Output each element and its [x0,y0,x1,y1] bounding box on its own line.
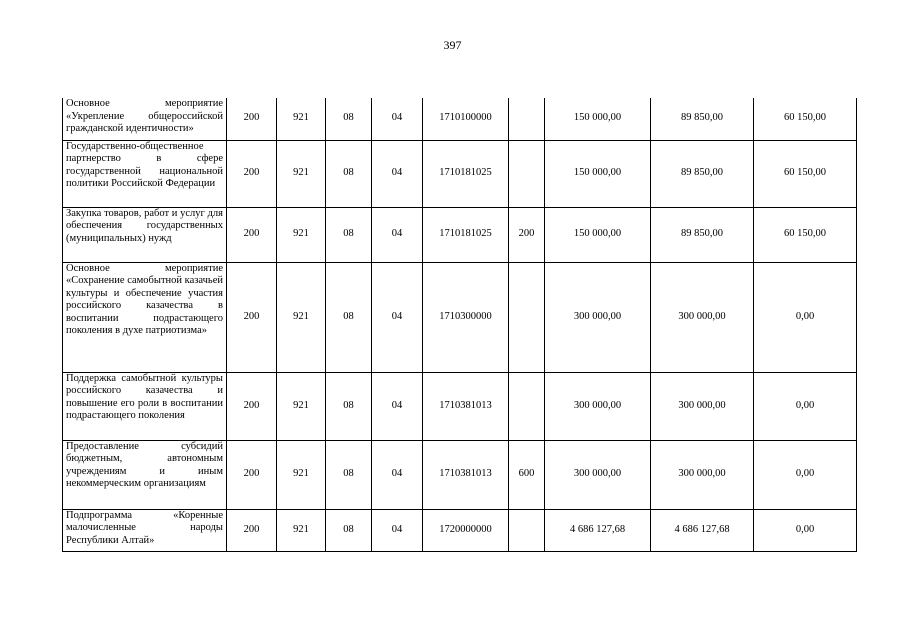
cell-amount-1: 150 000,00 [545,207,651,262]
cell-amount-3: 0,00 [754,509,857,551]
cell-amount-3: 60 150,00 [754,207,857,262]
cell-target-code: 1710181025 [423,207,509,262]
cell-subsection: 04 [372,509,423,551]
cell-admin: 200 [227,440,277,509]
item-name: Основное мероприятие «Сохранение самобытной казачьей культуры и обеспечение участия российского казачества в воспитании подрастающего поколения в духе патриотизма» [63,262,227,372]
cell-admin: 200 [227,207,277,262]
cell-amount-3: 0,00 [754,262,857,372]
cell-subsection: 04 [372,98,423,140]
table-row [63,140,857,207]
table-row [63,372,857,440]
cell-section: 08 [326,98,372,140]
cell-admin: 200 [227,372,277,440]
cell-target-code: 1710100000 [423,98,509,140]
cell-amount-1: 150 000,00 [545,140,651,207]
item-name: Предоставление субсидий бюджетным, автономным учреждениям и иным некоммерческим организациям [63,440,227,509]
cell-target-code: 1710300000 [423,262,509,372]
cell-target-code: 1710381013 [423,372,509,440]
cell-subsection: 04 [372,262,423,372]
cell-section: 08 [326,207,372,262]
cell-amount-1: 300 000,00 [545,372,651,440]
cell-section: 08 [326,440,372,509]
cell-target-code: 1710381013 [423,440,509,509]
item-name: Закупка товаров, работ и услуг для обеспечения государственных (муниципальных) нужд [63,207,227,262]
cell-amount-3: 60 150,00 [754,98,857,140]
item-name: Государственно-общественное партнерство в сфере государственной национальной политики Российской Федерации [63,140,227,207]
cell-amount-2: 300 000,00 [651,440,754,509]
cell-ministry: 921 [277,509,326,551]
table-row [63,440,857,509]
cell-expense-type [509,140,545,207]
cell-section: 08 [326,262,372,372]
cell-amount-2: 89 850,00 [651,207,754,262]
item-name: Поддержка самобытной культуры российского казачества и повышение его роли в воспитании подрастающего поколения [63,372,227,440]
cell-ministry: 921 [277,140,326,207]
cell-subsection: 04 [372,140,423,207]
cell-amount-1: 150 000,00 [545,98,651,140]
cell-expense-type [509,372,545,440]
cell-section: 08 [326,372,372,440]
cell-admin: 200 [227,140,277,207]
table-row [63,207,857,262]
cell-expense-type [509,262,545,372]
page-number: 397 [443,38,462,52]
cell-ministry: 921 [277,207,326,262]
cell-amount-1: 300 000,00 [545,262,651,372]
cell-subsection: 04 [372,207,423,262]
cell-expense-type: 600 [509,440,545,509]
cell-amount-1: 300 000,00 [545,440,651,509]
item-name: Основное мероприятие «Укрепление общероссийской гражданской идентичности» [63,98,227,140]
cell-amount-1: 4 686 127,68 [545,509,651,551]
cell-amount-2: 89 850,00 [651,140,754,207]
budget-table [62,98,857,552]
cell-target-code: 1720000000 [423,509,509,551]
cell-ministry: 921 [277,372,326,440]
cell-amount-3: 0,00 [754,440,857,509]
cell-amount-2: 4 686 127,68 [651,509,754,551]
cell-ministry: 921 [277,440,326,509]
cell-expense-type [509,509,545,551]
cell-ministry: 921 [277,262,326,372]
cell-amount-3: 60 150,00 [754,140,857,207]
cell-admin: 200 [227,98,277,140]
cell-section: 08 [326,509,372,551]
cell-expense-type [509,98,545,140]
cell-expense-type: 200 [509,207,545,262]
table-row [63,262,857,372]
cell-amount-2: 300 000,00 [651,262,754,372]
item-name: Подпрограмма «Коренные малочисленные народы Республики Алтай» [63,509,227,551]
cell-subsection: 04 [372,440,423,509]
cell-admin: 200 [227,509,277,551]
cell-amount-3: 0,00 [754,372,857,440]
table-row [63,98,857,140]
cell-admin: 200 [227,262,277,372]
cell-amount-2: 89 850,00 [651,98,754,140]
table-row [63,509,857,551]
cell-target-code: 1710181025 [423,140,509,207]
cell-section: 08 [326,140,372,207]
cell-subsection: 04 [372,372,423,440]
cell-amount-2: 300 000,00 [651,372,754,440]
cell-ministry: 921 [277,98,326,140]
